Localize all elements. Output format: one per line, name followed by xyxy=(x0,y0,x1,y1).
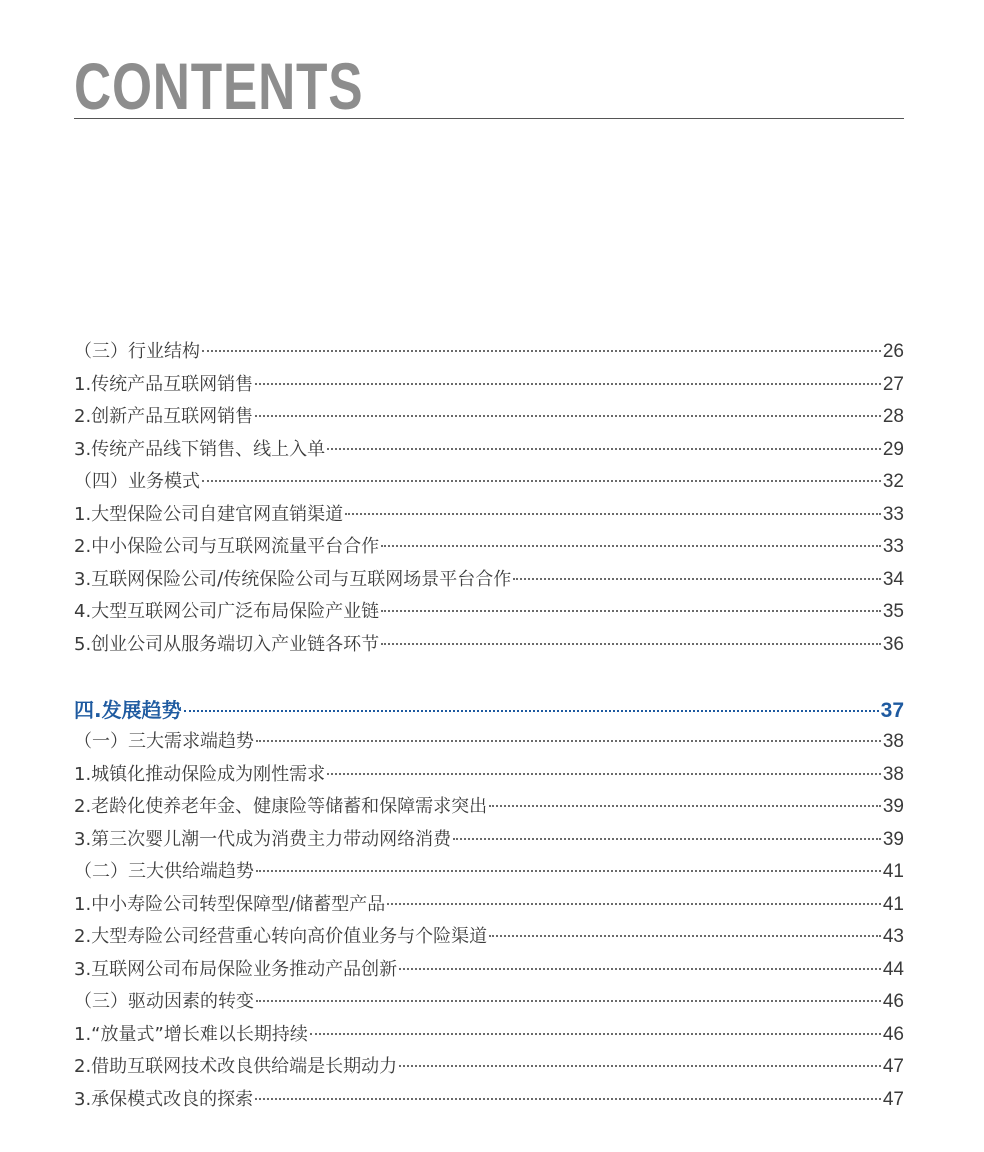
toc-entry xyxy=(74,596,904,629)
section-spacer xyxy=(74,661,904,694)
toc-entry-text: 2.老龄化使养老年金、健康险等储蓄和保障需求突出 xyxy=(74,796,488,817)
dot-leader xyxy=(489,805,881,807)
table-of-contents xyxy=(74,336,904,1116)
toc-entry-page: 36 xyxy=(882,633,904,655)
toc-entry-text: （二）三大供给端趋势 xyxy=(74,861,254,882)
dot-leader xyxy=(489,935,881,937)
toc-entry-page: 26 xyxy=(882,341,904,362)
toc-entry-text: 3.互联网保险公司/传统保险公司与互联网场景平台合作 xyxy=(74,568,512,590)
toc-entry xyxy=(74,1084,904,1117)
toc-entry xyxy=(74,434,904,467)
dot-leader xyxy=(387,903,881,905)
dot-leader xyxy=(256,1000,881,1002)
toc-entry-page: 29 xyxy=(882,438,904,460)
toc-entry-text: 2.中小保险公司与互联网流量平台合作 xyxy=(74,536,380,557)
toc-entry-text: （三）行业结构 xyxy=(74,341,200,362)
title-divider xyxy=(74,118,904,119)
toc-entry-page: 33 xyxy=(882,536,904,557)
toc-entry-text: （一）三大需求端趋势 xyxy=(74,731,254,752)
page-title: CONTENTS xyxy=(74,49,364,123)
dot-leader xyxy=(453,838,881,840)
dot-leader xyxy=(202,480,881,482)
toc-entry xyxy=(74,336,904,369)
toc-entry-page: 46 xyxy=(882,1023,904,1045)
toc-entry-page: 32 xyxy=(882,471,904,492)
toc-entry-text: 1.大型保险公司自建官网直销渠道 xyxy=(74,503,344,525)
toc-entry-text: （四）业务模式 xyxy=(74,471,200,492)
toc-entry-text: 3.传统产品线下销售、线上入单 xyxy=(74,438,326,460)
dot-leader xyxy=(256,740,881,742)
toc-entry-page: 38 xyxy=(882,731,904,752)
toc-entry-page: 47 xyxy=(882,1088,904,1110)
toc-entry-page: 47 xyxy=(882,1056,904,1077)
major-section-title: 四.发展趋势 xyxy=(74,697,182,722)
toc-entry-text: 1.城镇化推动保险成为刚性需求 xyxy=(74,763,326,785)
dot-leader xyxy=(345,513,881,515)
toc-entry-page: 38 xyxy=(882,763,904,785)
toc-entry xyxy=(74,824,904,857)
toc-entry xyxy=(74,531,904,564)
toc-entry xyxy=(74,401,904,434)
toc-major-section xyxy=(74,694,904,727)
toc-entry-page: 43 xyxy=(882,926,904,947)
toc-entry xyxy=(74,499,904,532)
toc-entry-text: （三）驱动因素的转变 xyxy=(74,991,254,1012)
toc-entry-page: 39 xyxy=(882,828,904,850)
toc-entry xyxy=(74,564,904,597)
toc-entry xyxy=(74,369,904,402)
dot-leader xyxy=(255,383,881,385)
toc-entry xyxy=(74,466,904,499)
major-section-page: 37 xyxy=(880,698,904,722)
dot-leader xyxy=(381,643,881,645)
toc-entry-text: 5.创业公司从服务端切入产业链各环节 xyxy=(74,633,380,655)
dot-leader xyxy=(513,578,881,580)
toc-entry-page: 39 xyxy=(882,796,904,817)
toc-entry-text: 4.大型互联网公司广泛布局保险产业链 xyxy=(74,601,380,622)
toc-entry-text: 1.中小寿险公司转型保障型/储蓄型产品 xyxy=(74,893,386,915)
toc-entry xyxy=(74,954,904,987)
toc-entry-text: 3.互联网公司布局保险业务推动产品创新 xyxy=(74,958,398,980)
dot-leader xyxy=(256,870,881,872)
toc-entry xyxy=(74,1051,904,1084)
toc-entry xyxy=(74,629,904,662)
toc-entry-text: 3.承保模式改良的探索 xyxy=(74,1088,254,1110)
toc-entry xyxy=(74,986,904,1019)
toc-entry xyxy=(74,1019,904,1052)
toc-entry xyxy=(74,759,904,792)
toc-entry-text: 2.借助互联网技术改良供给端是长期动力 xyxy=(74,1056,398,1077)
dot-leader xyxy=(399,968,881,970)
dot-leader xyxy=(327,773,881,775)
toc-entry-text: 2.创新产品互联网销售 xyxy=(74,406,254,427)
toc-entry-page: 35 xyxy=(882,601,904,622)
dot-leader xyxy=(381,545,881,547)
dot-leader xyxy=(255,415,881,417)
toc-entry xyxy=(74,889,904,922)
dot-leader xyxy=(381,610,881,612)
toc-entry-text: 1.传统产品互联网销售 xyxy=(74,373,254,395)
toc-entry-page: 46 xyxy=(882,991,904,1012)
dot-leader xyxy=(327,448,881,450)
toc-entry-page: 27 xyxy=(882,373,904,395)
toc-entry-page: 34 xyxy=(882,568,904,590)
dot-leader xyxy=(255,1098,881,1100)
toc-entry-page: 28 xyxy=(882,406,904,427)
toc-entry-text: 1.“放量式”增长难以长期持续 xyxy=(74,1023,308,1045)
toc-entry xyxy=(74,791,904,824)
toc-entry xyxy=(74,856,904,889)
dot-leader xyxy=(399,1065,881,1067)
dot-leader xyxy=(202,350,881,352)
toc-entry-page: 33 xyxy=(882,503,904,525)
toc-entry-text: 3.第三次婴儿潮一代成为消费主力带动网络消费 xyxy=(74,828,452,850)
dot-leader xyxy=(310,1033,881,1035)
toc-entry xyxy=(74,726,904,759)
toc-entry-text: 2.大型寿险公司经营重心转向高价值业务与个险渠道 xyxy=(74,926,488,947)
dot-leader xyxy=(184,710,879,712)
toc-entry-page: 41 xyxy=(882,893,904,915)
toc-entry xyxy=(74,921,904,954)
toc-entry-page: 44 xyxy=(882,958,904,980)
toc-entry-page: 41 xyxy=(882,861,904,882)
